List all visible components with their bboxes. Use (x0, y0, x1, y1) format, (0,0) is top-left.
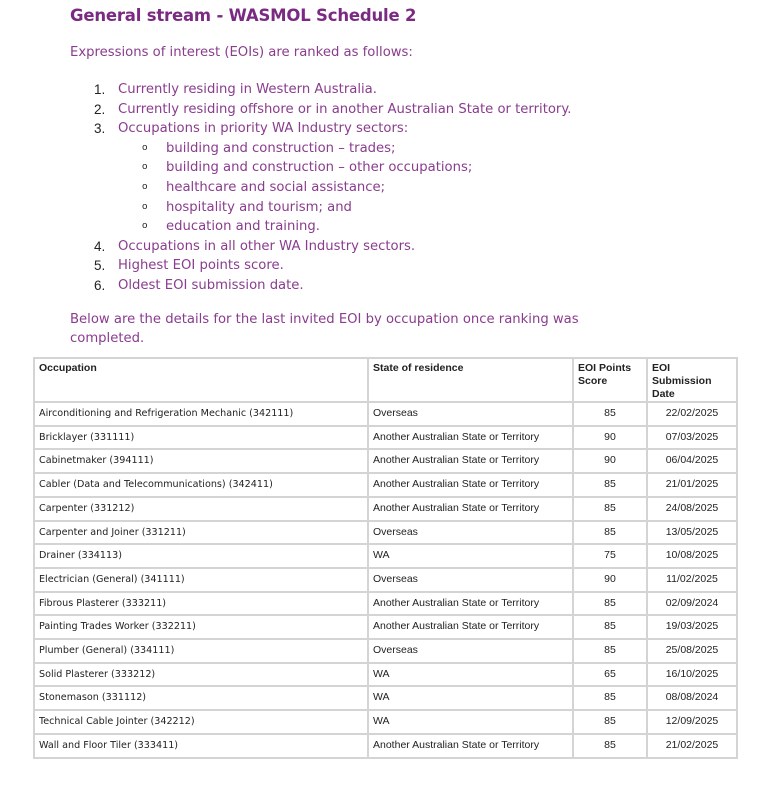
table-row (34, 402, 737, 426)
score-cell: 85 (573, 521, 647, 545)
occupation-cell: Stonemason (331112) (34, 686, 368, 710)
date-cell: 08/08/2024 (647, 686, 737, 710)
state-cell: WA (368, 663, 573, 687)
occupation-cell: Carpenter and Joiner (331211) (34, 521, 368, 545)
occupation-cell: Fibrous Plasterer (333211) (34, 592, 368, 616)
table-row (34, 710, 737, 734)
sector-item-5 (70, 217, 571, 237)
date-cell: 13/05/2025 (647, 521, 737, 545)
state-cell: Another Australian State or Territory (368, 592, 573, 616)
ranking-number: 6. (94, 277, 106, 293)
score-cell: 65 (573, 663, 647, 687)
score-cell: 75 (573, 544, 647, 568)
date-cell: 21/02/2025 (647, 734, 737, 758)
state-cell: Overseas (368, 521, 573, 545)
ranking-number: 4. (94, 238, 106, 254)
sector-item-2 (70, 158, 571, 178)
occupation-cell: Plumber (General) (334111) (34, 639, 368, 663)
eoi-table (33, 357, 738, 759)
table-row (34, 497, 737, 521)
ranking-text: Oldest EOI submission date. (118, 277, 304, 293)
ranking-text: Occupations in all other WA Industry sectors. (118, 238, 416, 254)
table-row (34, 686, 737, 710)
ranking-text: Currently residing offshore or in another Australian State or territory. (118, 101, 572, 117)
date-cell: 24/08/2025 (647, 497, 737, 521)
state-cell: Another Australian State or Territory (368, 615, 573, 639)
occupation-cell: Solid Plasterer (333212) (34, 663, 368, 687)
score-cell: 90 (573, 568, 647, 592)
table-row (34, 734, 737, 758)
sector-text: hospitality and tourism; and (166, 199, 352, 215)
date-cell: 11/02/2025 (647, 568, 737, 592)
table-row (34, 568, 737, 592)
table-row (34, 544, 737, 568)
state-cell: Overseas (368, 568, 573, 592)
table-intro-note: Below are the details for the last invited EOI by occupation once ranking was completed. (70, 312, 579, 346)
occupation-cell: Technical Cable Jointer (342212) (34, 710, 368, 734)
page-title: General stream - WASMOL Schedule 2 (70, 6, 417, 25)
state-cell: Another Australian State or Territory (368, 497, 573, 521)
sector-text: education and training. (166, 219, 320, 235)
occupation-cell: Airconditioning and Refrigeration Mechanic (342111) (34, 402, 368, 426)
score-cell: 85 (573, 497, 647, 521)
circle-bullet-icon: o (142, 142, 148, 153)
date-cell: 10/08/2025 (647, 544, 737, 568)
sector-item-4 (70, 198, 571, 218)
state-cell: Overseas (368, 402, 573, 426)
date-cell: 02/09/2024 (647, 592, 737, 616)
state-cell: Another Australian State or Territory (368, 734, 573, 758)
ranking-number: 1. (94, 82, 106, 97)
ranking-item-1 (70, 80, 571, 100)
state-cell: Another Australian State or Territory (368, 473, 573, 497)
ranking-number: 3. (94, 121, 106, 137)
score-cell: 85 (573, 615, 647, 639)
sector-text: building and construction – trades; (166, 140, 396, 156)
score-cell: 85 (573, 592, 647, 616)
circle-bullet-icon: o (142, 162, 148, 173)
ranking-item-4 (70, 237, 571, 257)
circle-bullet-icon: o (142, 201, 148, 212)
table-row (34, 426, 737, 450)
circle-bullet-icon: o (142, 181, 148, 192)
score-cell: 85 (573, 473, 647, 497)
date-cell: 25/08/2025 (647, 639, 737, 663)
score-cell: 85 (573, 686, 647, 710)
header-state: State of residence (368, 358, 573, 402)
table-row (34, 639, 737, 663)
header-date-line1: EOI Submission (652, 362, 712, 387)
occupation-cell: Drainer (334113) (34, 544, 368, 568)
occupation-cell: Wall and Floor Tiler (333411) (34, 734, 368, 758)
table-row (34, 663, 737, 687)
date-cell: 21/01/2025 (647, 473, 737, 497)
ranking-number: 5. (94, 258, 106, 274)
ranking-text: Occupations in priority WA Industry sectors: (118, 121, 409, 137)
ranking-item-5 (70, 256, 571, 276)
ranking-intro: Expressions of interest (EOIs) are ranked as follows: (70, 45, 413, 60)
table-row (34, 615, 737, 639)
header-occupation: Occupation (34, 358, 368, 402)
date-cell: 19/03/2025 (647, 615, 737, 639)
ranking-item-6 (70, 276, 571, 296)
table-row (34, 449, 737, 473)
ranking-item-3 (70, 119, 571, 139)
sector-item-1 (70, 139, 571, 159)
date-cell: 07/03/2025 (647, 426, 737, 450)
score-cell: 85 (573, 710, 647, 734)
table-row (34, 592, 737, 616)
state-cell: WA (368, 686, 573, 710)
score-cell: 85 (573, 639, 647, 663)
score-cell: 90 (573, 426, 647, 450)
date-cell: 22/02/2025 (647, 402, 737, 426)
header-score-line2: Score (578, 375, 608, 387)
state-cell: Another Australian State or Territory (368, 449, 573, 473)
occupation-cell: Painting Trades Worker (332211) (34, 615, 368, 639)
ranking-item-2 (70, 100, 571, 120)
ranking-number: 2. (94, 101, 106, 117)
occupation-cell: Cabler (Data and Telecommunications) (342411) (34, 473, 368, 497)
state-cell: WA (368, 710, 573, 734)
circle-bullet-icon: o (142, 221, 148, 232)
header-score (573, 358, 647, 402)
table-row (34, 521, 737, 545)
ranking-text: Highest EOI points score. (118, 258, 284, 274)
ranking-text: Currently residing in Western Australia. (118, 82, 377, 97)
occupation-cell: Electrician (General) (341111) (34, 568, 368, 592)
ranking-list (70, 80, 571, 296)
header-date-line2: Date (652, 388, 675, 400)
occupation-cell: Cabinetmaker (394111) (34, 449, 368, 473)
sector-text: building and construction – other occupations; (166, 160, 473, 176)
state-cell: WA (368, 544, 573, 568)
date-cell: 06/04/2025 (647, 449, 737, 473)
occupation-cell: Carpenter (331212) (34, 497, 368, 521)
sector-item-3 (70, 178, 571, 198)
date-cell: 12/09/2025 (647, 710, 737, 734)
score-cell: 90 (573, 449, 647, 473)
score-cell: 85 (573, 734, 647, 758)
table-header-row (34, 358, 737, 402)
occupation-cell: Bricklayer (331111) (34, 426, 368, 450)
header-date (647, 358, 737, 402)
score-cell: 85 (573, 402, 647, 426)
date-cell: 16/10/2025 (647, 663, 737, 687)
sector-text: healthcare and social assistance; (166, 179, 386, 195)
header-score-line1: EOI Points (578, 362, 632, 374)
table-row (34, 473, 737, 497)
state-cell: Overseas (368, 639, 573, 663)
state-cell: Another Australian State or Territory (368, 426, 573, 450)
